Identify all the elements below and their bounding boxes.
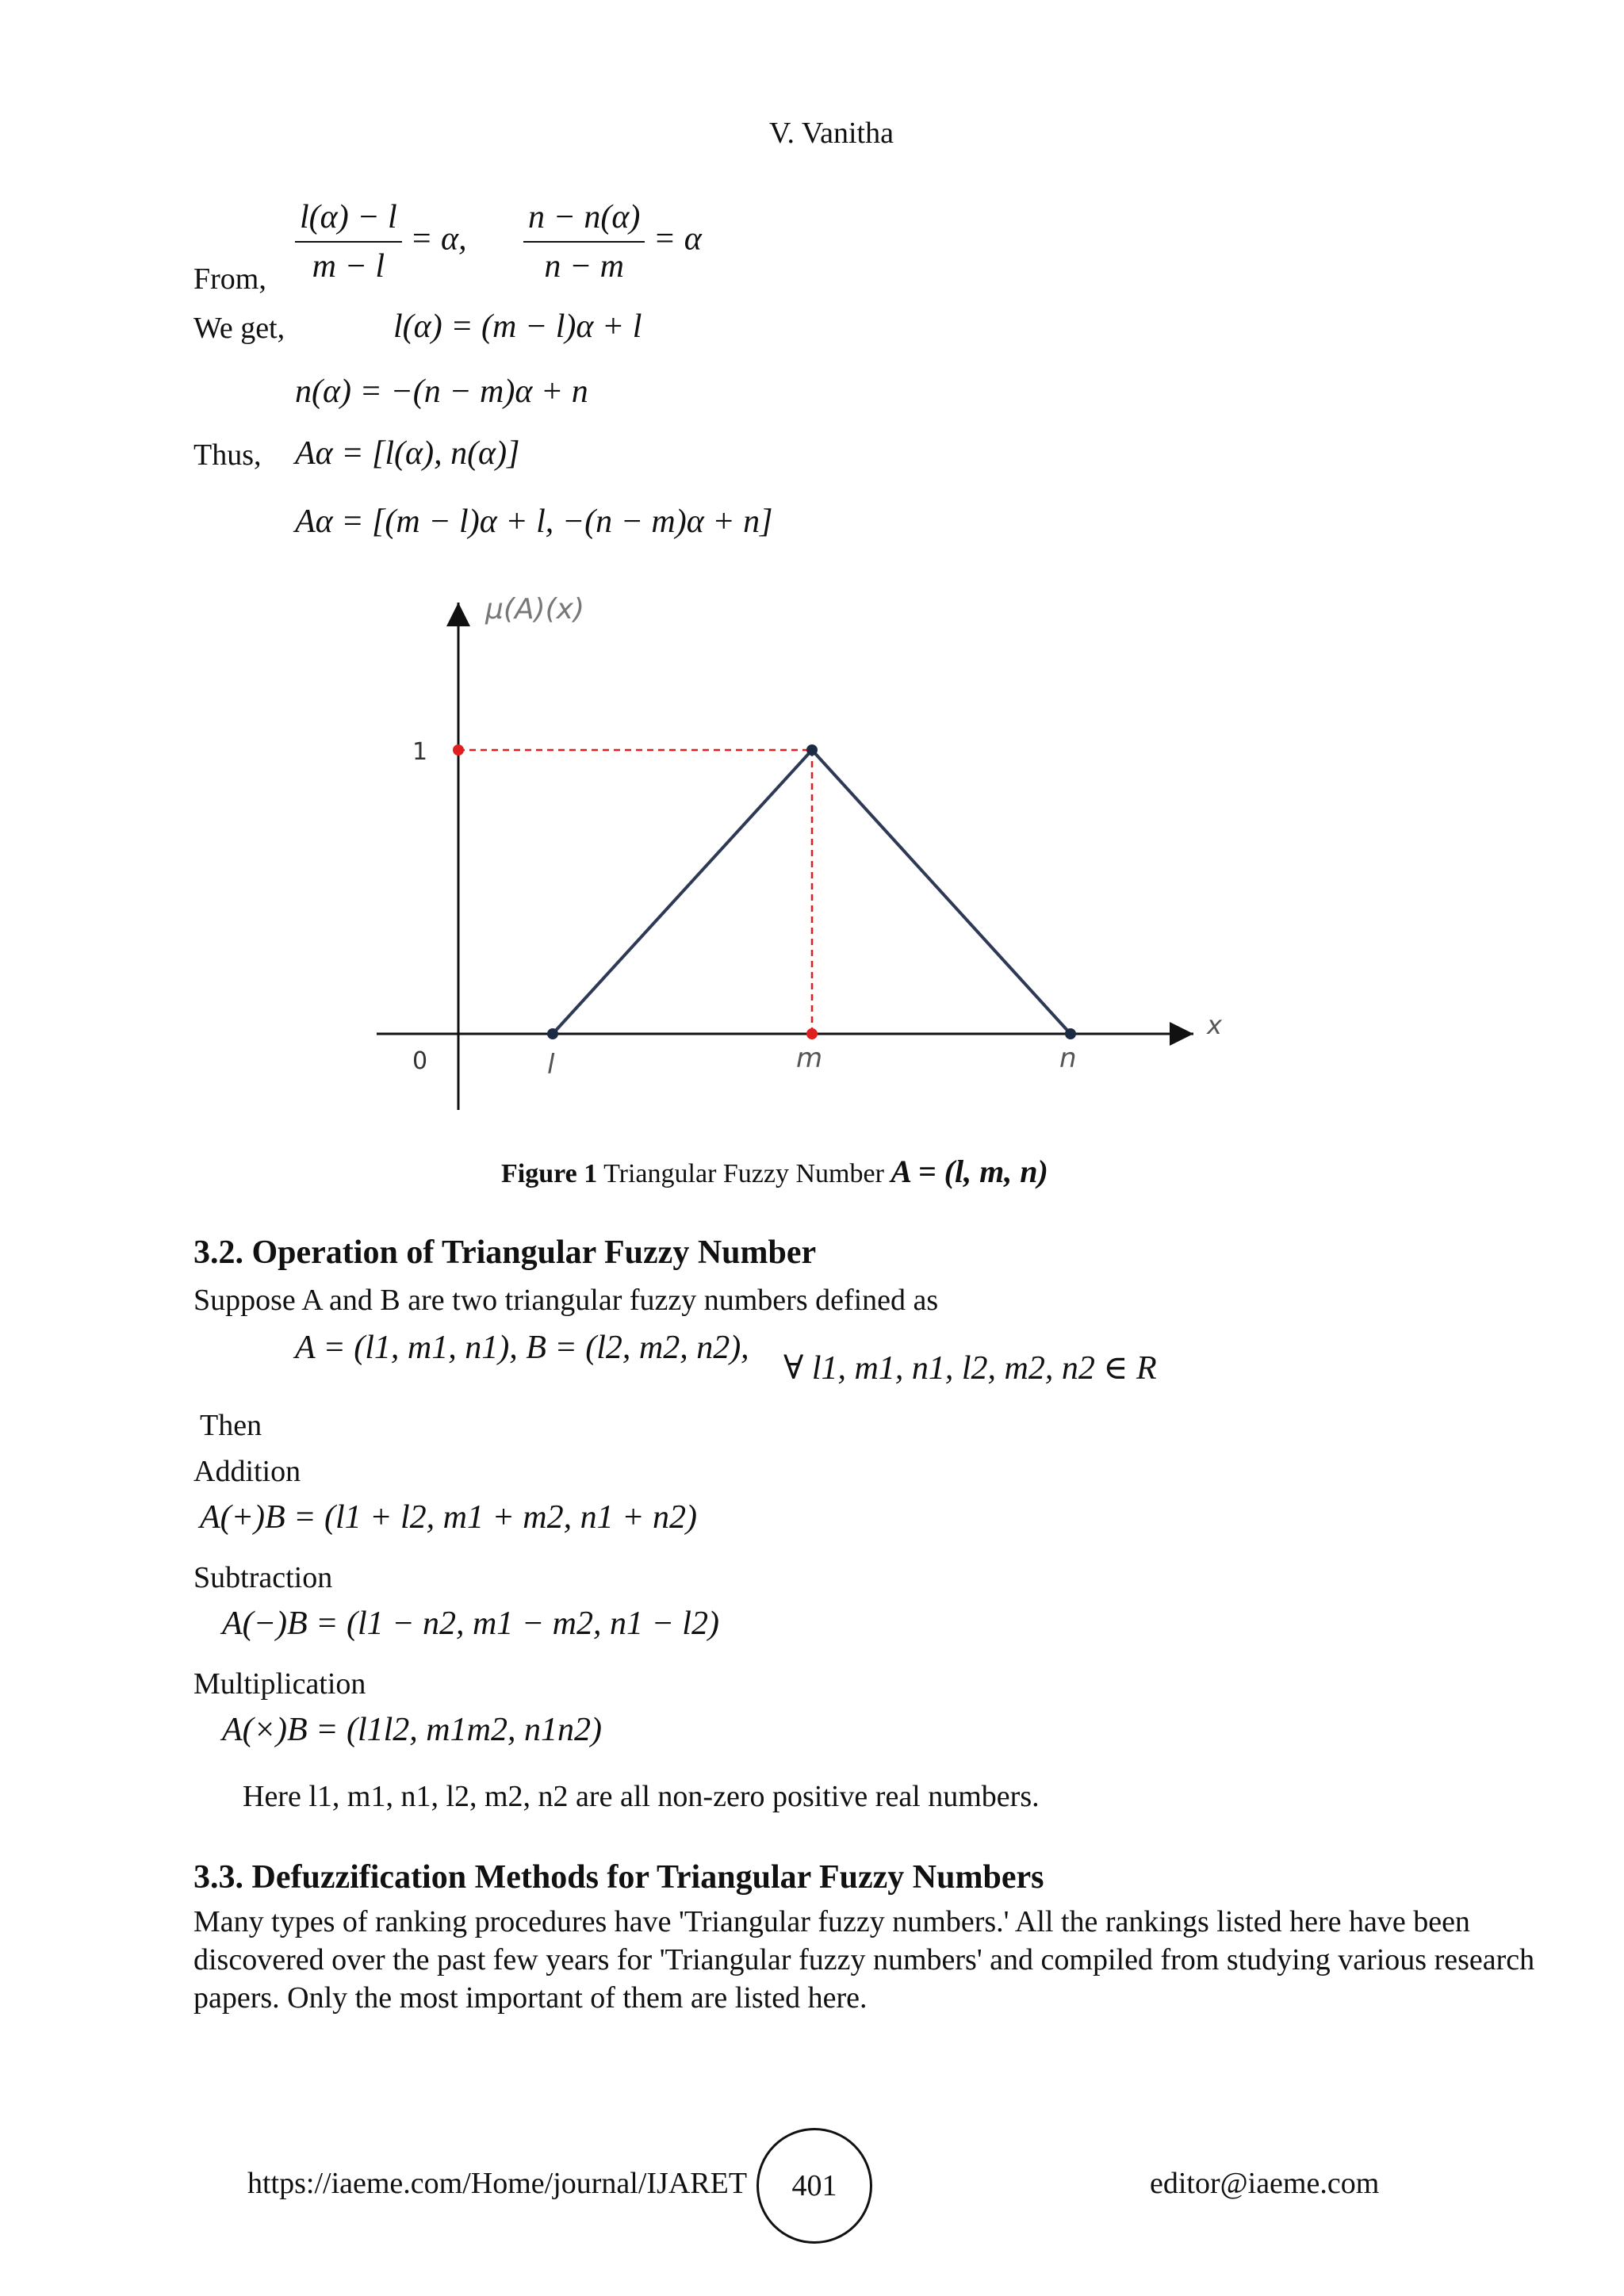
point-n [1065, 1028, 1076, 1039]
subtraction-label: Subtraction [193, 1561, 333, 1594]
subtraction-formula: A(−)B = (l1 − n2, m1 − m2, n1 − l2) [222, 1605, 719, 1642]
non-zero-note: Here l1, m1, n1, l2, m2, n2 are all non-zero positive real numbers. [243, 1780, 1040, 1813]
multiplication-formula: A(×)B = (l1l2, m1m2, n1n2) [222, 1712, 602, 1748]
equation-frac-n-rhs: = α [653, 220, 702, 258]
section-3-3-paragraph: Many types of ranking procedures have 'Triangular fuzzy numbers.' All the rankings listed here have been discovered over the past few years for 'Triangular fuzzy numbers' and compiled from studying various research papers. Only the most important of them are listed here. [193, 1905, 1535, 2015]
figure-caption-number: Figure 1 [501, 1159, 598, 1188]
footer-url[interactable]: https://iaeme.com/Home/journal/IJARET [247, 2167, 748, 2200]
forall-condition: ∀ l1, m1, n1, l2, m2, n2 ∈ R [783, 1350, 1157, 1387]
addition-formula: A(+)B = (l1 + l2, m1 + m2, n1 + n2) [200, 1499, 697, 1536]
section-3-2-intro: Suppose A and B are two triangular fuzzy numbers defined as [193, 1284, 939, 1317]
triangular-fuzzy-number-figure [349, 587, 1253, 1126]
equation-l-alpha: l(α) = (m − l)α + l [393, 308, 642, 345]
definition-a-b: A = (l1, m1, n1), B = (l2, m2, n2), [295, 1330, 749, 1366]
footer-email[interactable]: editor@iaeme.com [1150, 2167, 1380, 2200]
point-label-n: n [1059, 1043, 1077, 1074]
weget-label: We get, [193, 312, 285, 345]
y-axis-label: μ(A)(x) [485, 593, 585, 626]
figure-caption [501, 1153, 1048, 1190]
point-label-l: l [547, 1049, 555, 1081]
equation-frac-l-numerator: l(α) − l [295, 198, 402, 243]
figure-caption-formula: A = (l, m, n) [891, 1154, 1048, 1189]
figure-caption-text: Triangular Fuzzy Number [603, 1159, 884, 1188]
equation-n-alpha: n(α) = −(n − m)α + n [295, 373, 588, 410]
page-number [756, 2128, 872, 2244]
thus-label: Thus, [193, 438, 262, 472]
origin-label: 0 [412, 1047, 428, 1075]
equation-alpha-cut: Aα = [l(α), n(α)] [295, 435, 520, 472]
running-header-author: V. Vanitha [769, 117, 894, 150]
triangle-membership-function [553, 750, 1071, 1034]
section-heading-3-2: 3.2. Operation of Triangular Fuzzy Number [193, 1234, 817, 1271]
equation-frac-l-denominator: m − l [312, 248, 385, 285]
multiplication-label: Multiplication [193, 1667, 366, 1701]
equation-frac-n-numerator: n − n(α) [523, 198, 645, 243]
section-heading-3-3: 3.3. Defuzzification Methods for Triangular Fuzzy Numbers [193, 1859, 1044, 1896]
then-label: Then [200, 1409, 262, 1442]
from-label: From, [193, 262, 266, 296]
equation-frac-n [523, 198, 702, 285]
equation-frac-n-denominator: n − m [544, 248, 625, 285]
equation-frac-l-rhs: = α, [410, 220, 467, 258]
equation-frac-l [295, 198, 467, 285]
point-label-m: m [796, 1043, 823, 1074]
point-y-one [453, 744, 464, 756]
equation-alpha-cut-expanded: Aα = [(m − l)α + l, −(n − m)α + n] [295, 503, 773, 540]
addition-label: Addition [193, 1455, 301, 1488]
y-tick-label-one: 1 [412, 738, 428, 766]
point-l [547, 1028, 558, 1039]
point-m-on-axis [806, 1028, 818, 1039]
page-number-text: 401 [791, 2169, 837, 2202]
x-axis-label: x [1207, 1010, 1222, 1040]
point-peak [806, 744, 818, 756]
